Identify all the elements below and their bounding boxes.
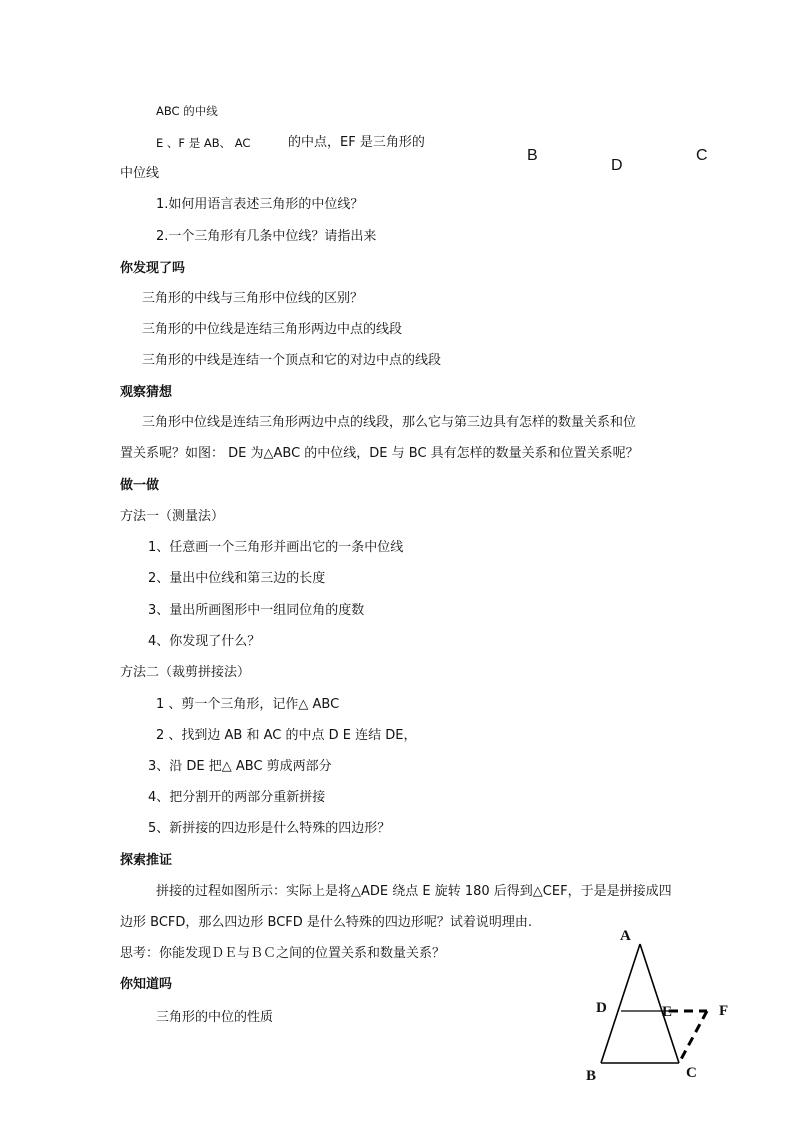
question-2: 2.一个三角形有几条中位线？请指出来 (156, 229, 377, 244)
figure-label-d: D (596, 1000, 607, 1016)
know-p1: 三角形的中位的性质 (156, 1010, 274, 1025)
intro-line-2a: E 、F 是 AB、 AC (156, 136, 251, 150)
figure-label-c: C (686, 1065, 697, 1081)
method-2-step-3: 3、沿 DE 把△ ABC 剪成两部分 (148, 759, 332, 774)
method-1-step-1: 1、任意画一个三角形并画出它的一条中位线 (148, 540, 404, 555)
discover-p3: 三角形的中线是连结一个顶点和它的对边中点的线段 (142, 353, 442, 368)
method-1-step-4: 4、你发现了什么？ (148, 634, 261, 649)
figure-label-f: F (719, 1003, 729, 1019)
question-1: 1.如何用语言表述三角形的中位线？ (156, 197, 364, 212)
dashed-fc (679, 1011, 707, 1063)
observe-p2: 置关系呢？如图： DE 为△ABC 的中位线，DE 与 BC 具有怎样的数量关系和位置关系呢？ (120, 446, 639, 461)
heading-observe: 观察猜想 (120, 385, 173, 400)
method-2-title: 方法二（裁剪拼接法） (120, 665, 251, 680)
discover-p1: 三角形的中线与三角形中位线的区别？ (142, 291, 364, 306)
top-label-c: C (696, 147, 708, 164)
intro-line-2b: 的中点，EF 是三角形的 (288, 135, 425, 150)
method-2-step-4: 4、把分割开的两部分重新拼接 (148, 790, 326, 805)
discover-p2: 三角形的中位线是连结三角形两边中点的线段 (142, 322, 403, 337)
heading-discover: 你发现了吗 (120, 261, 186, 276)
method-2-step-1: 1 、剪一个三角形，记作△ ABC (156, 697, 340, 712)
figure-label-e: E (662, 1004, 673, 1020)
method-1-step-2: 2、量出中位线和第三边的长度 (148, 571, 326, 586)
intro-line-3: 中位线 (120, 166, 160, 181)
heading-do: 做一做 (120, 478, 160, 493)
explore-p1: 拼接的过程如图所示：实际上是将△ADE 绕点 E 旋转 180 后得到△CEF，于是是拼接成四 (156, 884, 672, 899)
observe-p1: 三角形中位线是连结三角形两边中点的线段，那么它与第三边具有怎样的数量关系和位 (142, 415, 637, 430)
explore-p2: 边形 BCFD，那么四边形 BCFD 是什么特殊的四边形呢？试着说明理由. (120, 915, 533, 930)
heading-know: 你知道吗 (120, 977, 173, 992)
edge-ac (640, 944, 679, 1063)
heading-explore: 探索推证 (120, 853, 173, 868)
intro-line-1: ABC 的中线 (156, 104, 218, 118)
method-2-step-2: 2 、找到边 AB 和 AC 的中点 D E 连结 DE， (156, 728, 417, 743)
top-label-d: D (611, 157, 623, 174)
explore-p3: 思考：你能发现ＤＥ与ＢＣ之间的位置关系和数量关系？ (120, 946, 446, 961)
method-1-title: 方法一（测量法） (120, 509, 225, 524)
figure-label-b: B (586, 1068, 597, 1084)
method-2-step-5: 5、新拼接的四边形是什么特殊的四边形？ (148, 821, 391, 836)
top-label-b: B (527, 147, 538, 164)
method-1-step-3: 3、量出所画图形中一组同位角的度数 (148, 603, 365, 618)
figure-label-a: A (620, 928, 631, 944)
